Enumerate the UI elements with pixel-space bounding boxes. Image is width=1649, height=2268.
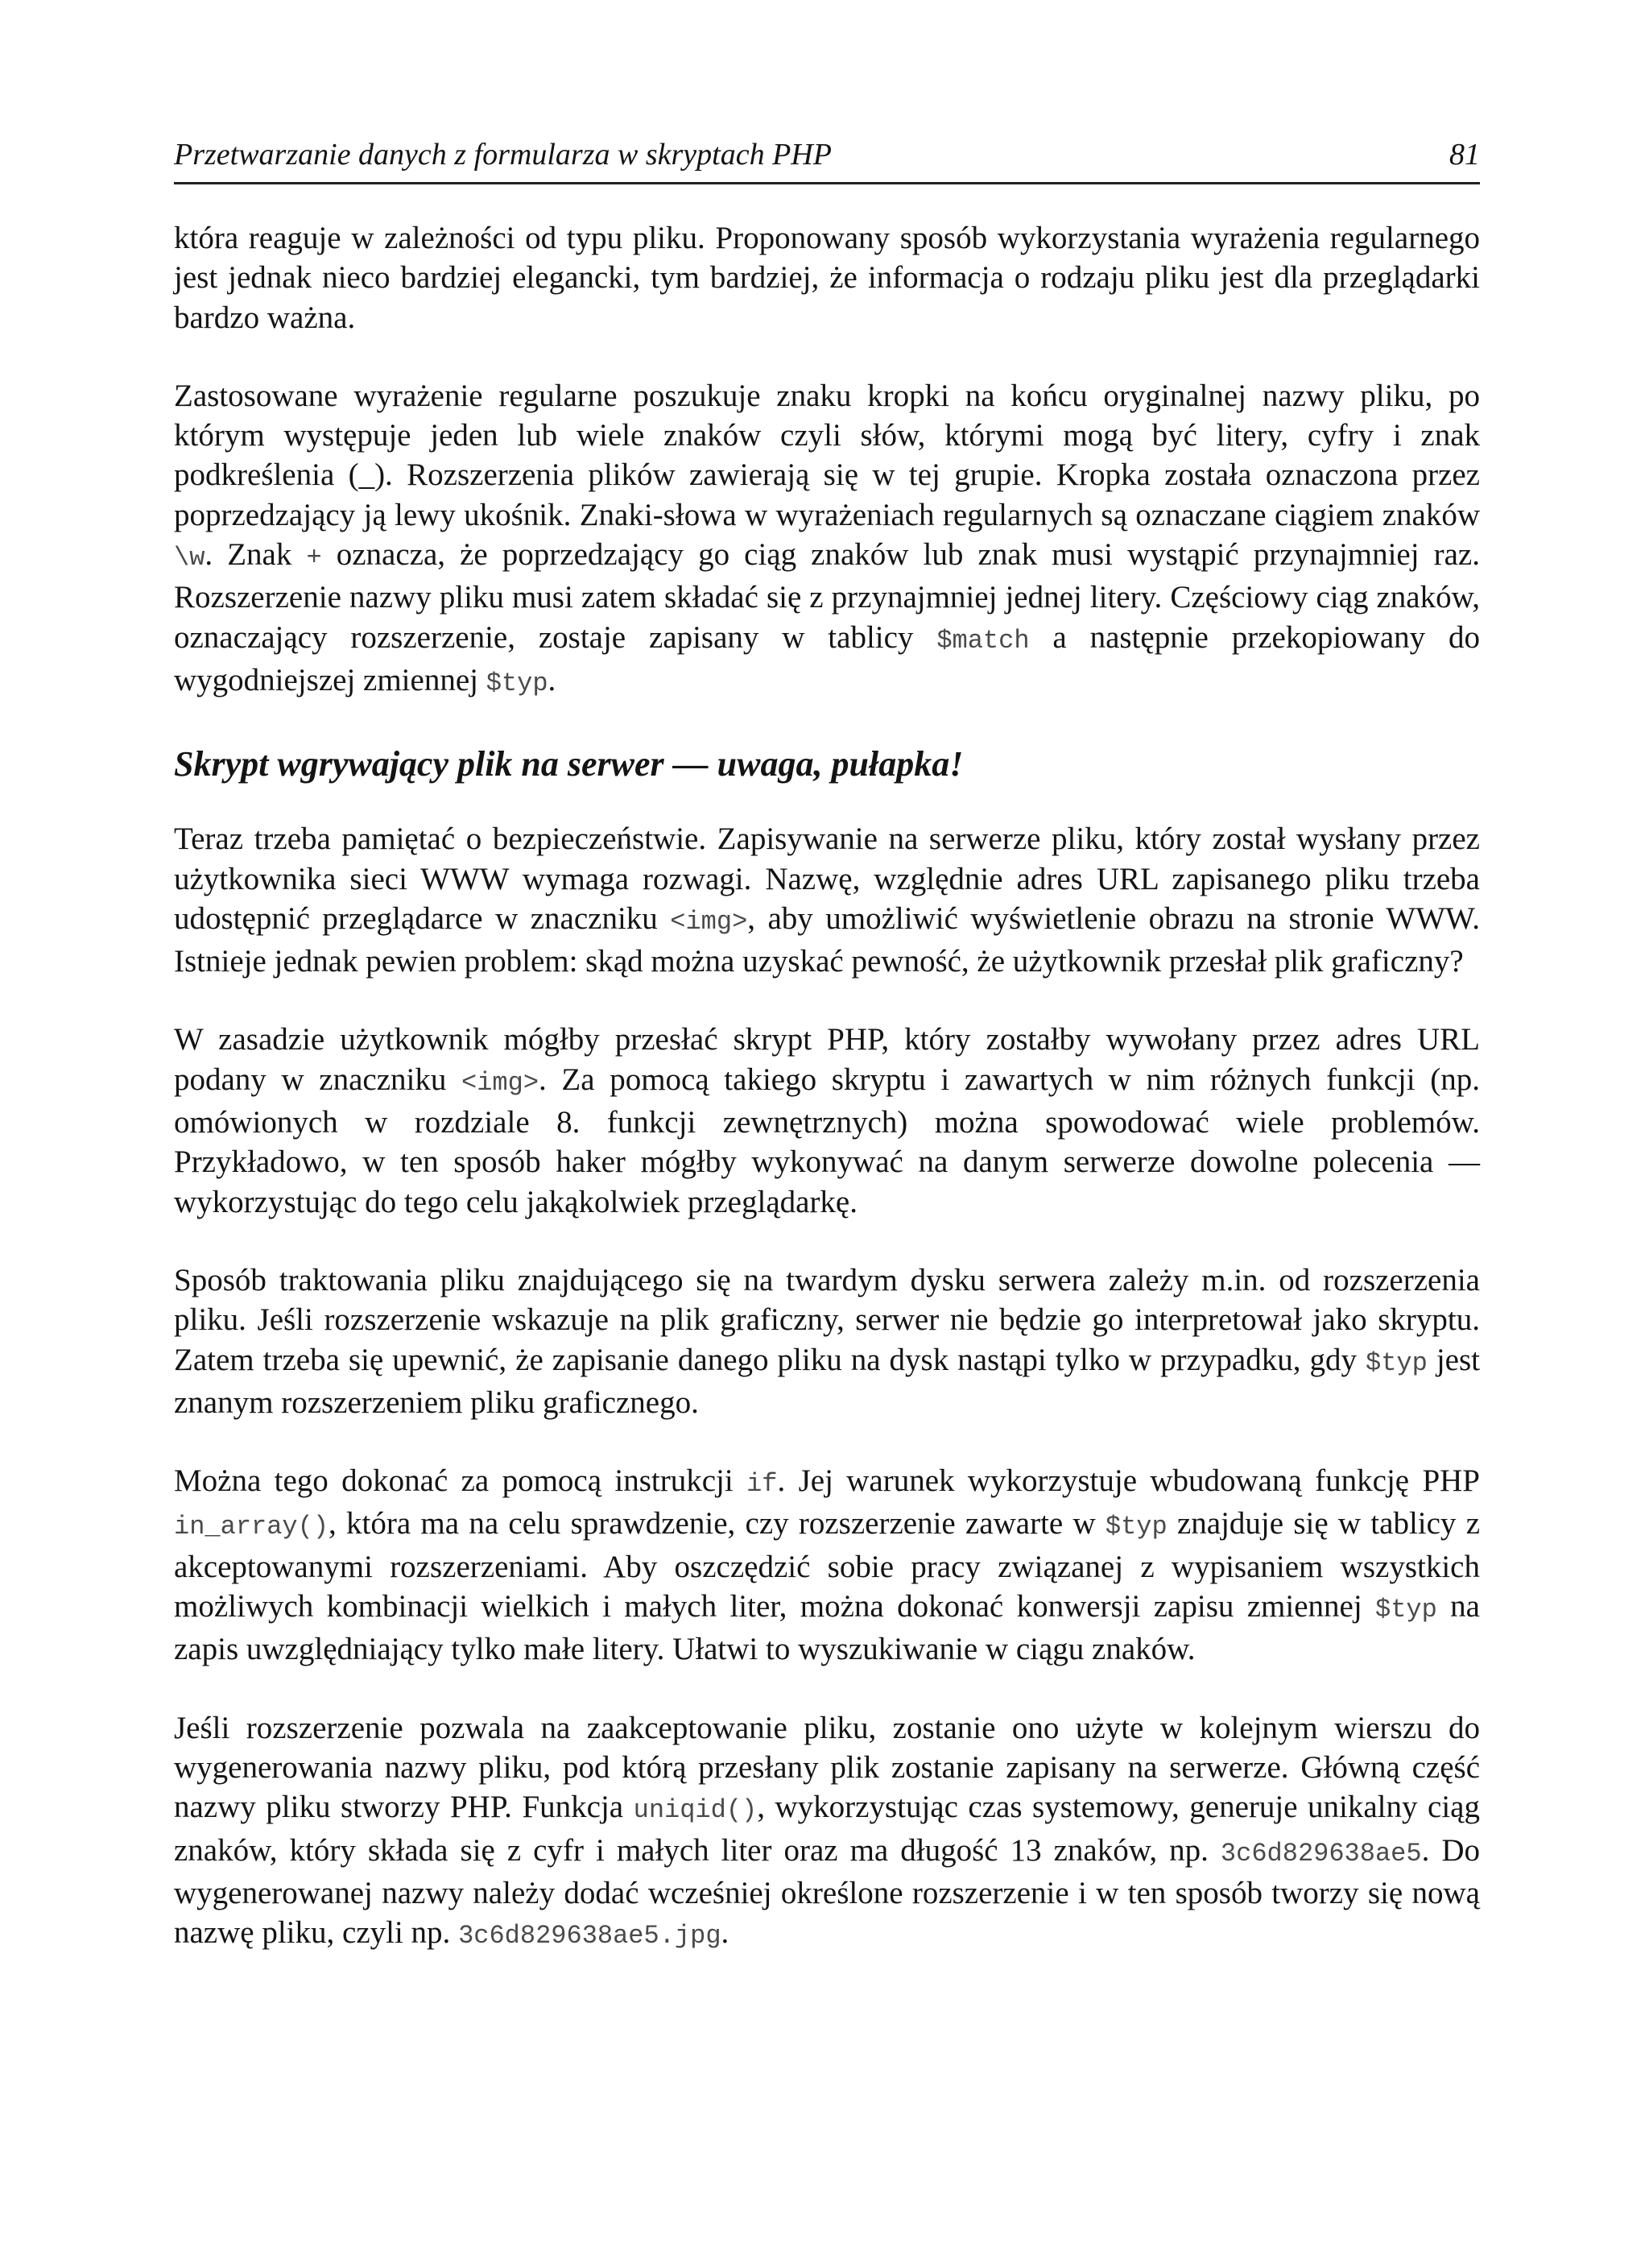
running-header bbox=[174, 135, 1480, 184]
inline-code: $typ bbox=[486, 668, 548, 698]
inline-code: <img> bbox=[670, 906, 748, 937]
paragraph-4: W zasadzie użytkownik mógłby przesłać skrypt PHP, który zostałby wywołany przez adres URL podany w znaczniku <img>. Za pomocą takiego skryptu i zawartych w nim różnych funkcji (np. omówionych w rozdziale 8. funkcji zewnętrznych) można spowodować wiele problemów. Przykładowo, w ten sposób haker mógłby wykonywać na danym serwerze dowolne polecenia — wykorzystując do tego celu jakąkolwiek przeglądarkę. bbox=[174, 1022, 1480, 1219]
paragraph-5: Sposób traktowania pliku znajdującego się na twardym dysku serwera zależy m.in. od rozszerzenia pliku. Jeśli rozszerzenie wskazuje na plik graficzny, serwer nie będzie go interpretował jako skryptu. Zatem trzeba się upewnić, że zapisanie danego pliku na dysk nastąpi tylko w przypadku, gdy $typ jest znanym rozszerzeniem pliku graficznego. bbox=[174, 1262, 1480, 1420]
paragraph-7: Jeśli rozszerzenie pozwala na zaakceptowanie pliku, zostanie ono użyte w kolejnym wierszu do wygenerowania nazwy pliku, pod którą przesłany plik zostanie zapisany na serwerze. Główną część nazwy pliku stworzy PHP. Funkcja uniqid(), wykorzystując czas systemowy, generuje unikalny ciąg znaków, który składa się z cyfr i małych liter oraz ma długość 13 znaków, np. 3c6d829638ae5. Do wygenerowanej nazwy należy dodać wcześniej określone rozszerzenie i w ten sposób tworzy się nową nazwę pliku, czyli np. 3c6d829638ae5.jpg. bbox=[174, 1710, 1480, 1951]
paragraph-1: która reaguje w zależności od typu pliku. Proponowany sposób wykorzystania wyrażenia regularnego jest jednak nieco bardziej elegancki, tym bardziej, że informacja o rodzaju pliku jest dla przeglądarki bardzo ważna. bbox=[174, 221, 1480, 335]
section-title: Skrypt wgrywający plik na serwer — uwaga, pułapka! bbox=[174, 744, 964, 784]
inline-code: $typ bbox=[1105, 1512, 1168, 1542]
inline-code: 3c6d829638ae5 bbox=[1220, 1838, 1422, 1869]
paragraph-6: Można tego dokonać za pomocą instrukcji if. Jej warunek wykorzystuje wbudowaną funkcję PHP in_array(), która ma na celu sprawdzenie, czy rozszerzenie zawarte w $typ znajduje się w tablicy z akceptowanymi rozszerzeniami. Aby oszczędzić sobie pracy związanej z wypisaniem wszystkich możliwych kombinacji wielkich i małych liter, można dokonać konwersji zapisu zmiennej $typ na zapis uwzględniający tylko małe litery. Ułatwi to wyszukiwanie w ciągu znaków. bbox=[174, 1463, 1480, 1667]
inline-code: in_array() bbox=[174, 1512, 329, 1542]
book-page bbox=[174, 135, 1480, 1994]
inline-code: $typ bbox=[1375, 1595, 1437, 1625]
inline-code: 3c6d829638ae5.jpg bbox=[458, 1921, 721, 1951]
chapter-title: Przetwarzanie danych z formularza w skryptach PHP bbox=[174, 138, 832, 172]
inline-code: <img> bbox=[461, 1067, 539, 1098]
page-number: 81 bbox=[1449, 138, 1480, 172]
inline-code: $match bbox=[936, 625, 1030, 656]
inline-code: $typ bbox=[1366, 1347, 1428, 1378]
paragraph-2: Zastosowane wyrażenie regularne poszukuje znaku kropki na końcu oryginalnej nazwy pliku, po którym występuje jeden lub wiele znaków czyli słów, którymi mogą być litery, cyfry i znak podkreślenia (_). Rozszerzenia plików zawierają się w tej grupie. Kropka została oznaczona przez poprzedzający ją lewy ukośnik. Znaki-słowa w wyrażeniach regularnych są oznaczane ciągiem znaków \w. Znak + oznacza, że poprzedzający go ciąg znaków lub znak musi wystąpić przynajmniej raz. Rozszerzenie nazwy pliku musi zatem składać się z przynajmniej jednej litery. Częściowy ciąg znaków, oznaczający rozszerzenie, zostaje zapisany w tablicy $match a następnie przekopiowany do wygodniejszej zmiennej $typ. bbox=[174, 378, 1480, 698]
inline-code: \w bbox=[174, 543, 205, 573]
inline-code: + bbox=[306, 543, 322, 573]
body-text bbox=[174, 218, 1480, 1956]
paragraph-3: Teraz trzeba pamiętać o bezpieczeństwie. Zapisywanie na serwerze pliku, który został wysłany przez użytkownika sieci WWW wymaga rozwagi. Nazwę, względnie adres URL zapisanego pliku trzeba udostępnić przeglądarce w znaczniku <img>, aby umożliwić wyświetlenie obrazu na stronie WWW. Istnieje jednak pewien problem: skąd można uzyskać pewność, że użytkownik przesłał plik graficzny? bbox=[174, 822, 1480, 979]
inline-code: uniqid() bbox=[633, 1795, 758, 1826]
inline-code: if bbox=[746, 1469, 778, 1500]
